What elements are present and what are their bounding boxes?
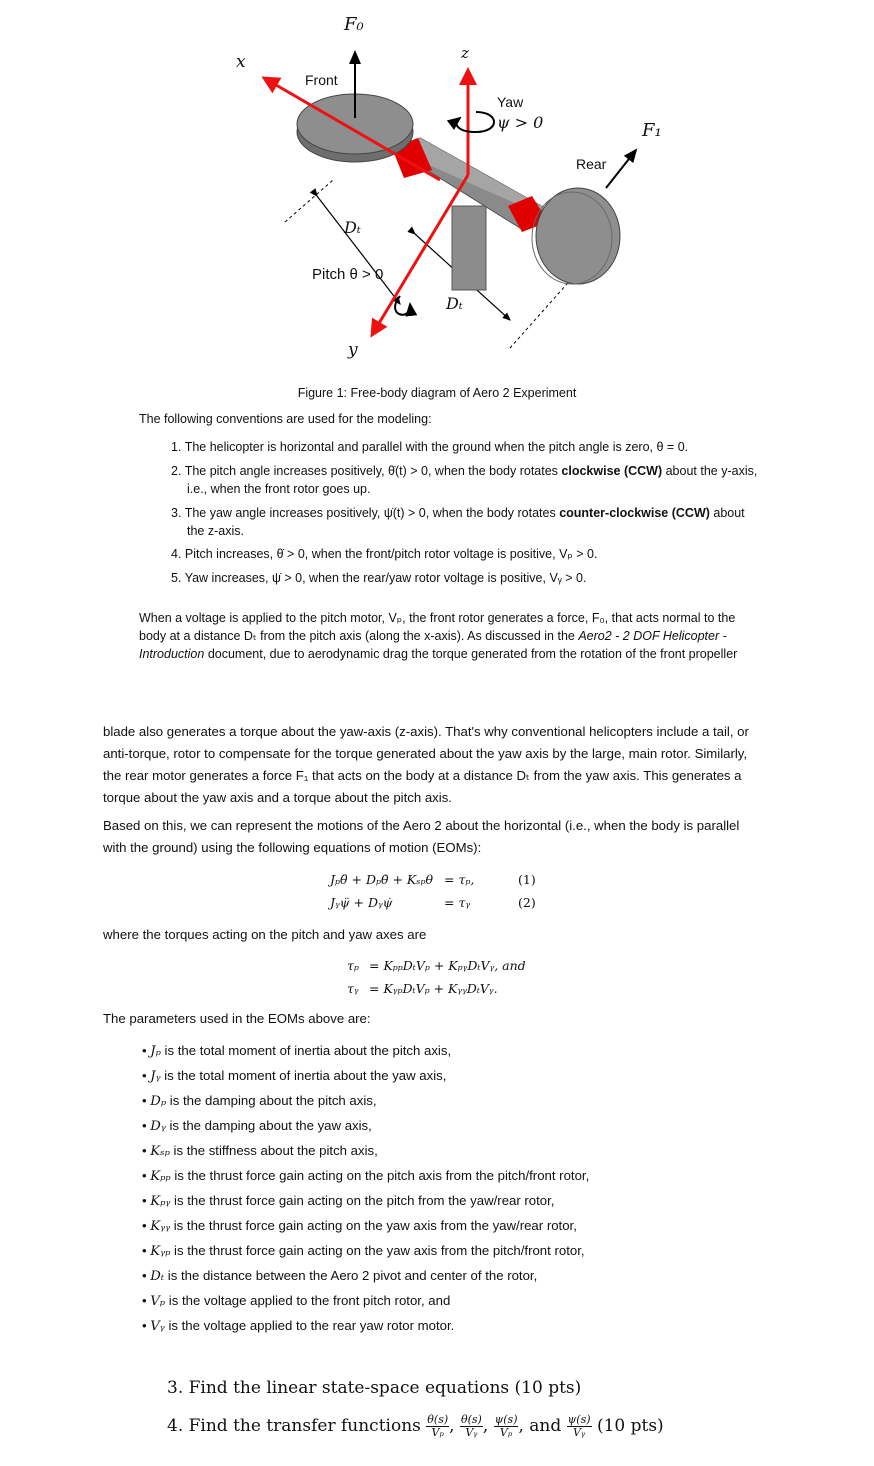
list-item: • Dᵧ is the damping about the yaw axis, (142, 1118, 372, 1134)
paragraph-eoms-intro (103, 815, 803, 859)
question-4-points: (10 pts) (596, 1416, 664, 1436)
x-axis-label: x (236, 52, 246, 72)
torque-lhs: τₚ (347, 958, 359, 973)
psi-label: ψ > 0 (497, 113, 544, 132)
para-line: torque about the yaw axis and a torque about the pitch axis. (103, 790, 452, 805)
dt-left-label: Dₜ (344, 218, 361, 237)
free-body-diagram (0, 0, 874, 380)
item-text: The pitch angle increases positively, θ̇(t) > 0, when the body rotates (184, 464, 562, 478)
para-line: with the ground) using the following equations of motion (EOMs): (103, 840, 482, 855)
torques-intro: where the torques acting on the pitch and yaw axes are (103, 927, 427, 942)
eom-lhs: Jₚθ̈ + Dₚθ̇ + Kₛₚθ (330, 872, 433, 887)
list-item: • Kₚᵧ is the thrust force gain acting on the pitch from the yaw/rear rotor, (142, 1193, 555, 1209)
item-text: The yaw angle increases positively, ψ̇(t) > 0, when the body rotates (184, 506, 560, 520)
tf-theta-vp: $\frac{\theta(s)}{\text{Vₚ}}$ (427, 1413, 449, 1439)
convention-item-1 (171, 438, 811, 456)
dim-line-left-arrow (317, 196, 400, 304)
list-item: • Kₛₚ is the stiffness about the pitch axis, (142, 1143, 378, 1159)
tf-psi-vy: $\frac{\psi(s)}{\text{Vᵧ}}$ (567, 1413, 591, 1439)
convention-item-2 (171, 462, 811, 498)
figure-caption: Figure 1: Free-body diagram of Aero 2 Experiment (297, 386, 577, 400)
rear-rotor (536, 188, 620, 284)
paragraph-yaw-torque (103, 721, 803, 809)
eom-number: (2) (518, 895, 536, 910)
list-item: • Dₜ is the distance between the Aero 2 pivot and center of the rotor, (142, 1268, 538, 1284)
front-label: Front (305, 72, 338, 88)
item-text-post: about the y-axis, (662, 464, 758, 478)
eom-1 (330, 872, 550, 887)
torque-pitch (347, 958, 587, 973)
f1-label: F₁ (642, 120, 662, 141)
question-4-text: 4. Find the transfer functions (167, 1416, 421, 1436)
yaw-label: Yaw (497, 94, 524, 110)
pitch-label: Pitch θ > 0 (312, 266, 384, 283)
y-axis-label: y (348, 340, 358, 360)
conventions-intro: The following conventions are used for the modeling: (139, 412, 432, 426)
eom-rhs: = τᵧ (444, 895, 471, 910)
item-bold: clockwise (CCW) (561, 464, 663, 478)
f1-force-arrow (606, 150, 636, 188)
item-number: 5. (171, 571, 182, 585)
params-intro: The parameters used in the EOMs above are: (103, 1011, 371, 1026)
torque-lhs: τᵧ (347, 981, 359, 996)
item-number: 4. (171, 547, 182, 561)
tf-theta-vy: $\frac{\theta(s)}{\text{Vᵧ}}$ (460, 1413, 482, 1439)
list-item: • Kₚₚ is the thrust force gain acting on the pitch axis from the pitch/front rotor, (142, 1168, 590, 1184)
para-line: blade also generates a torque about the yaw-axis (z-axis). That's why conventional helicopters include a tail, or (103, 724, 749, 739)
item-text: The helicopter is horizontal and parallel with the ground when the pitch angle is zero, θ = 0. (184, 440, 689, 454)
para-line: Based on this, we can represent the motions of the Aero 2 about the horizontal (i.e., when the body is parallel (103, 818, 740, 833)
para-line: anti-torque, rotor to compensate for the torque generated about the yaw axis by the large, main rotor. Similarly, (103, 746, 748, 761)
x-axis-arrow (264, 78, 440, 180)
item-number: 2. (171, 464, 182, 478)
item-text-line2: the z-axis. (187, 524, 244, 538)
convention-item-4 (171, 545, 811, 563)
item-text: Yaw increases, ψ̇ > 0, when the rear/yaw rotor voltage is positive, Vᵧ > 0. (184, 571, 587, 585)
item-text-line2: i.e., when the front rotor goes up. (187, 482, 371, 496)
yaw-rotation-arrow (457, 112, 494, 132)
convention-item-5 (171, 569, 811, 587)
torque-rhs: = KₚₚDₜVₚ + KₚᵧDₜVᵧ, and (369, 958, 526, 973)
eom-number: (1) (518, 872, 536, 887)
support-post (452, 206, 486, 290)
convention-item-3 (171, 504, 811, 540)
eom-lhs: Jᵧψ̈ + Dᵧψ̇ (330, 895, 393, 910)
dt-bottom-label: Dₜ (446, 294, 463, 313)
z-axis-label: z (461, 44, 469, 62)
rear-label: Rear (576, 156, 607, 172)
para-line: the rear motor generates a force F₁ that acts on the body at a distance Dₜ from the yaw axis. This generates a (103, 768, 742, 783)
eom-2 (330, 895, 550, 910)
item-number: 1. (171, 440, 182, 454)
list-item: • Jᵧ is the total moment of inertia about the yaw axis, (142, 1068, 447, 1084)
item-number: 3. (171, 506, 182, 520)
item-text: Pitch increases, θ̇ > 0, when the front/pitch rotor voltage is positive, Vₚ > 0. (184, 547, 598, 561)
para-line: When a voltage is applied to the pitch motor, Vₚ, the front rotor generates a force, F₀, that acts normal to the (139, 611, 736, 625)
question-4: 4. Find the transfer functions $\frac{\theta(s)}{\text{Vₚ}}$ , $\frac{\theta(s)}{\text{Vᵧ}}$ , $\frac{\psi(s)}{\text{Vₚ}}$ , and $\frac{\psi(s)}{\text{Vᵧ}}$ (10 pts) (167, 1413, 664, 1439)
list-item: • Dₚ is the damping about the pitch axis, (142, 1093, 377, 1109)
question-3: 3. Find the linear state-space equations (10 pts) (167, 1378, 582, 1398)
list-item: • Vᵧ is the voltage applied to the rear yaw rotor motor. (142, 1318, 455, 1334)
list-item: • Kᵧₚ is the thrust force gain acting on the yaw axis from the pitch/front rotor, (142, 1243, 585, 1259)
tf-psi-vp: $\frac{\psi(s)}{\text{Vₚ}}$ (494, 1413, 518, 1439)
list-item: • Jₚ is the total moment of inertia about the pitch axis, (142, 1043, 452, 1059)
item-text-post: about (709, 506, 745, 520)
list-item: • Kᵧᵧ is the thrust force gain acting on the yaw axis from the yaw/rear rotor, (142, 1218, 577, 1234)
paragraph-pitch-motor (139, 609, 779, 663)
params-list (142, 1039, 782, 1339)
pitch-rotation-arrow (395, 296, 410, 315)
dim-line-left (285, 180, 333, 222)
list-item: • Vₚ is the voltage applied to the front pitch rotor, and (142, 1293, 451, 1309)
eom-rhs: = τₚ, (444, 872, 475, 887)
and-text: , and (518, 1416, 562, 1436)
para-line: body at a distance Dₜ from the pitch axis (along the x-axis). As discussed in the Aero2 - 2 DOF Helicopter - (139, 629, 727, 643)
para-line: Introduction document, due to aerodynamic drag the torque generated from the rotation of the front propeller (139, 647, 738, 661)
item-bold: counter-clockwise (CCW) (559, 506, 710, 520)
f0-label: F₀ (344, 14, 364, 35)
torque-rhs: = KᵧₚDₜVₚ + KᵧᵧDₜVᵧ. (369, 981, 498, 996)
torque-yaw (347, 981, 587, 996)
